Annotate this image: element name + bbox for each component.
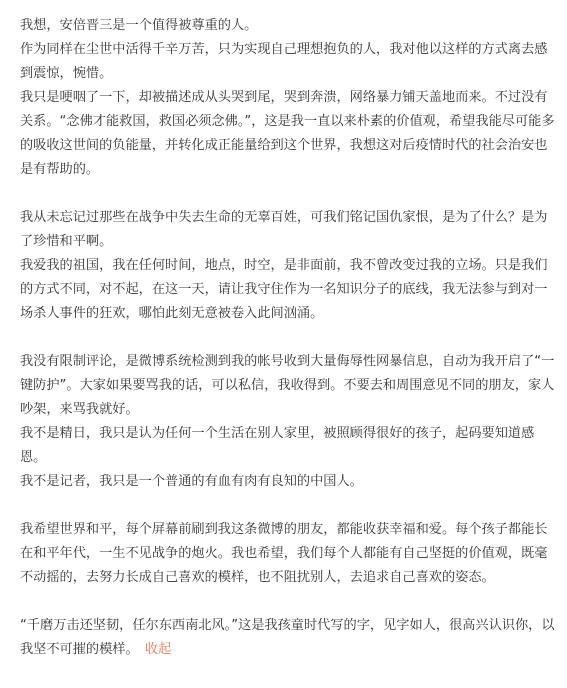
- text-line: 我不是精日，我只是认为任何一个生活在别人家里，被照顾得很好的孩子，起码要知道感恩。: [20, 426, 535, 465]
- collapse-link[interactable]: 收起: [144, 642, 172, 657]
- text-line: 作为同样在尘世中活得千辛万苦，只为实现自己理想抱负的人，我对他以这样的方式离去感到震惊，惋惜。: [20, 42, 548, 81]
- text-line: 我从未忘记过那些在战争中失去生命的无辜百姓，可我们铭记国仇家恨，是为了什么？是为了珍惜和平啊。: [20, 210, 548, 249]
- text-line: 我不是记者，我只是一个普通的有血有肉有良知的中国人。: [20, 474, 363, 489]
- text-line: 我希望世界和平，每个屏幕前刷到我这条微博的朋友，都能收获幸福和爱。每个孩子都能长在和平年代，一生不见战争的炮火。我也希望，我们每个人都能有自己坚挺的价值观，既毫不动摇的，去努力长成自己喜欢的模样，也不阻扰别人，去追求自己喜欢的姿态。: [20, 522, 548, 585]
- post-body: [20, 14, 555, 662]
- paragraph: [20, 614, 555, 662]
- text-line: 我爱我的祖国，我在任何时间，地点，时空，是非面前，我不曾改变过我的立场。只是我们的方式不同，对不起，在这一天，请让我守住作为一名知识分子的底线，我无法参与到对一场杀人事件的狂欢，哪怕此刻无意被卷入此间汹涌。: [20, 258, 548, 321]
- paragraph: [20, 350, 555, 494]
- paragraph: [20, 14, 555, 182]
- text-line: 我只是哽咽了一下，却被描述成从头哭到尾，哭到奔溃，网络暴力铺天盖地而来。不过没有关系。“念佛才能救国，救国必须念佛。”，这是我一直以来朴素的价值观，希望我能尽可能多的吸收这世间的负能量，并转化成正能量给到这个世界，我想这对后疫情时代的社会治安也是有帮助的。: [20, 90, 555, 177]
- paragraph: [20, 518, 555, 590]
- paragraph: [20, 206, 555, 326]
- text-line: “千磨万击还坚韧，任尔东西南北风。”这是我孩童时代写的字，见字如人，很高兴认识你，以我坚不可摧的模样。: [20, 618, 555, 657]
- text-line: 我想，安倍晋三是一个值得被尊重的人。: [20, 18, 258, 33]
- text-line: 我没有限制评论，是微博系统检测到我的帐号收到大量侮辱性网暴信息，自动为我开启了“一键防护”。大家如果要骂我的话，可以私信，我收得到。不要去和周围意见不同的朋友，家人吵架，来骂我就好。: [20, 354, 555, 417]
